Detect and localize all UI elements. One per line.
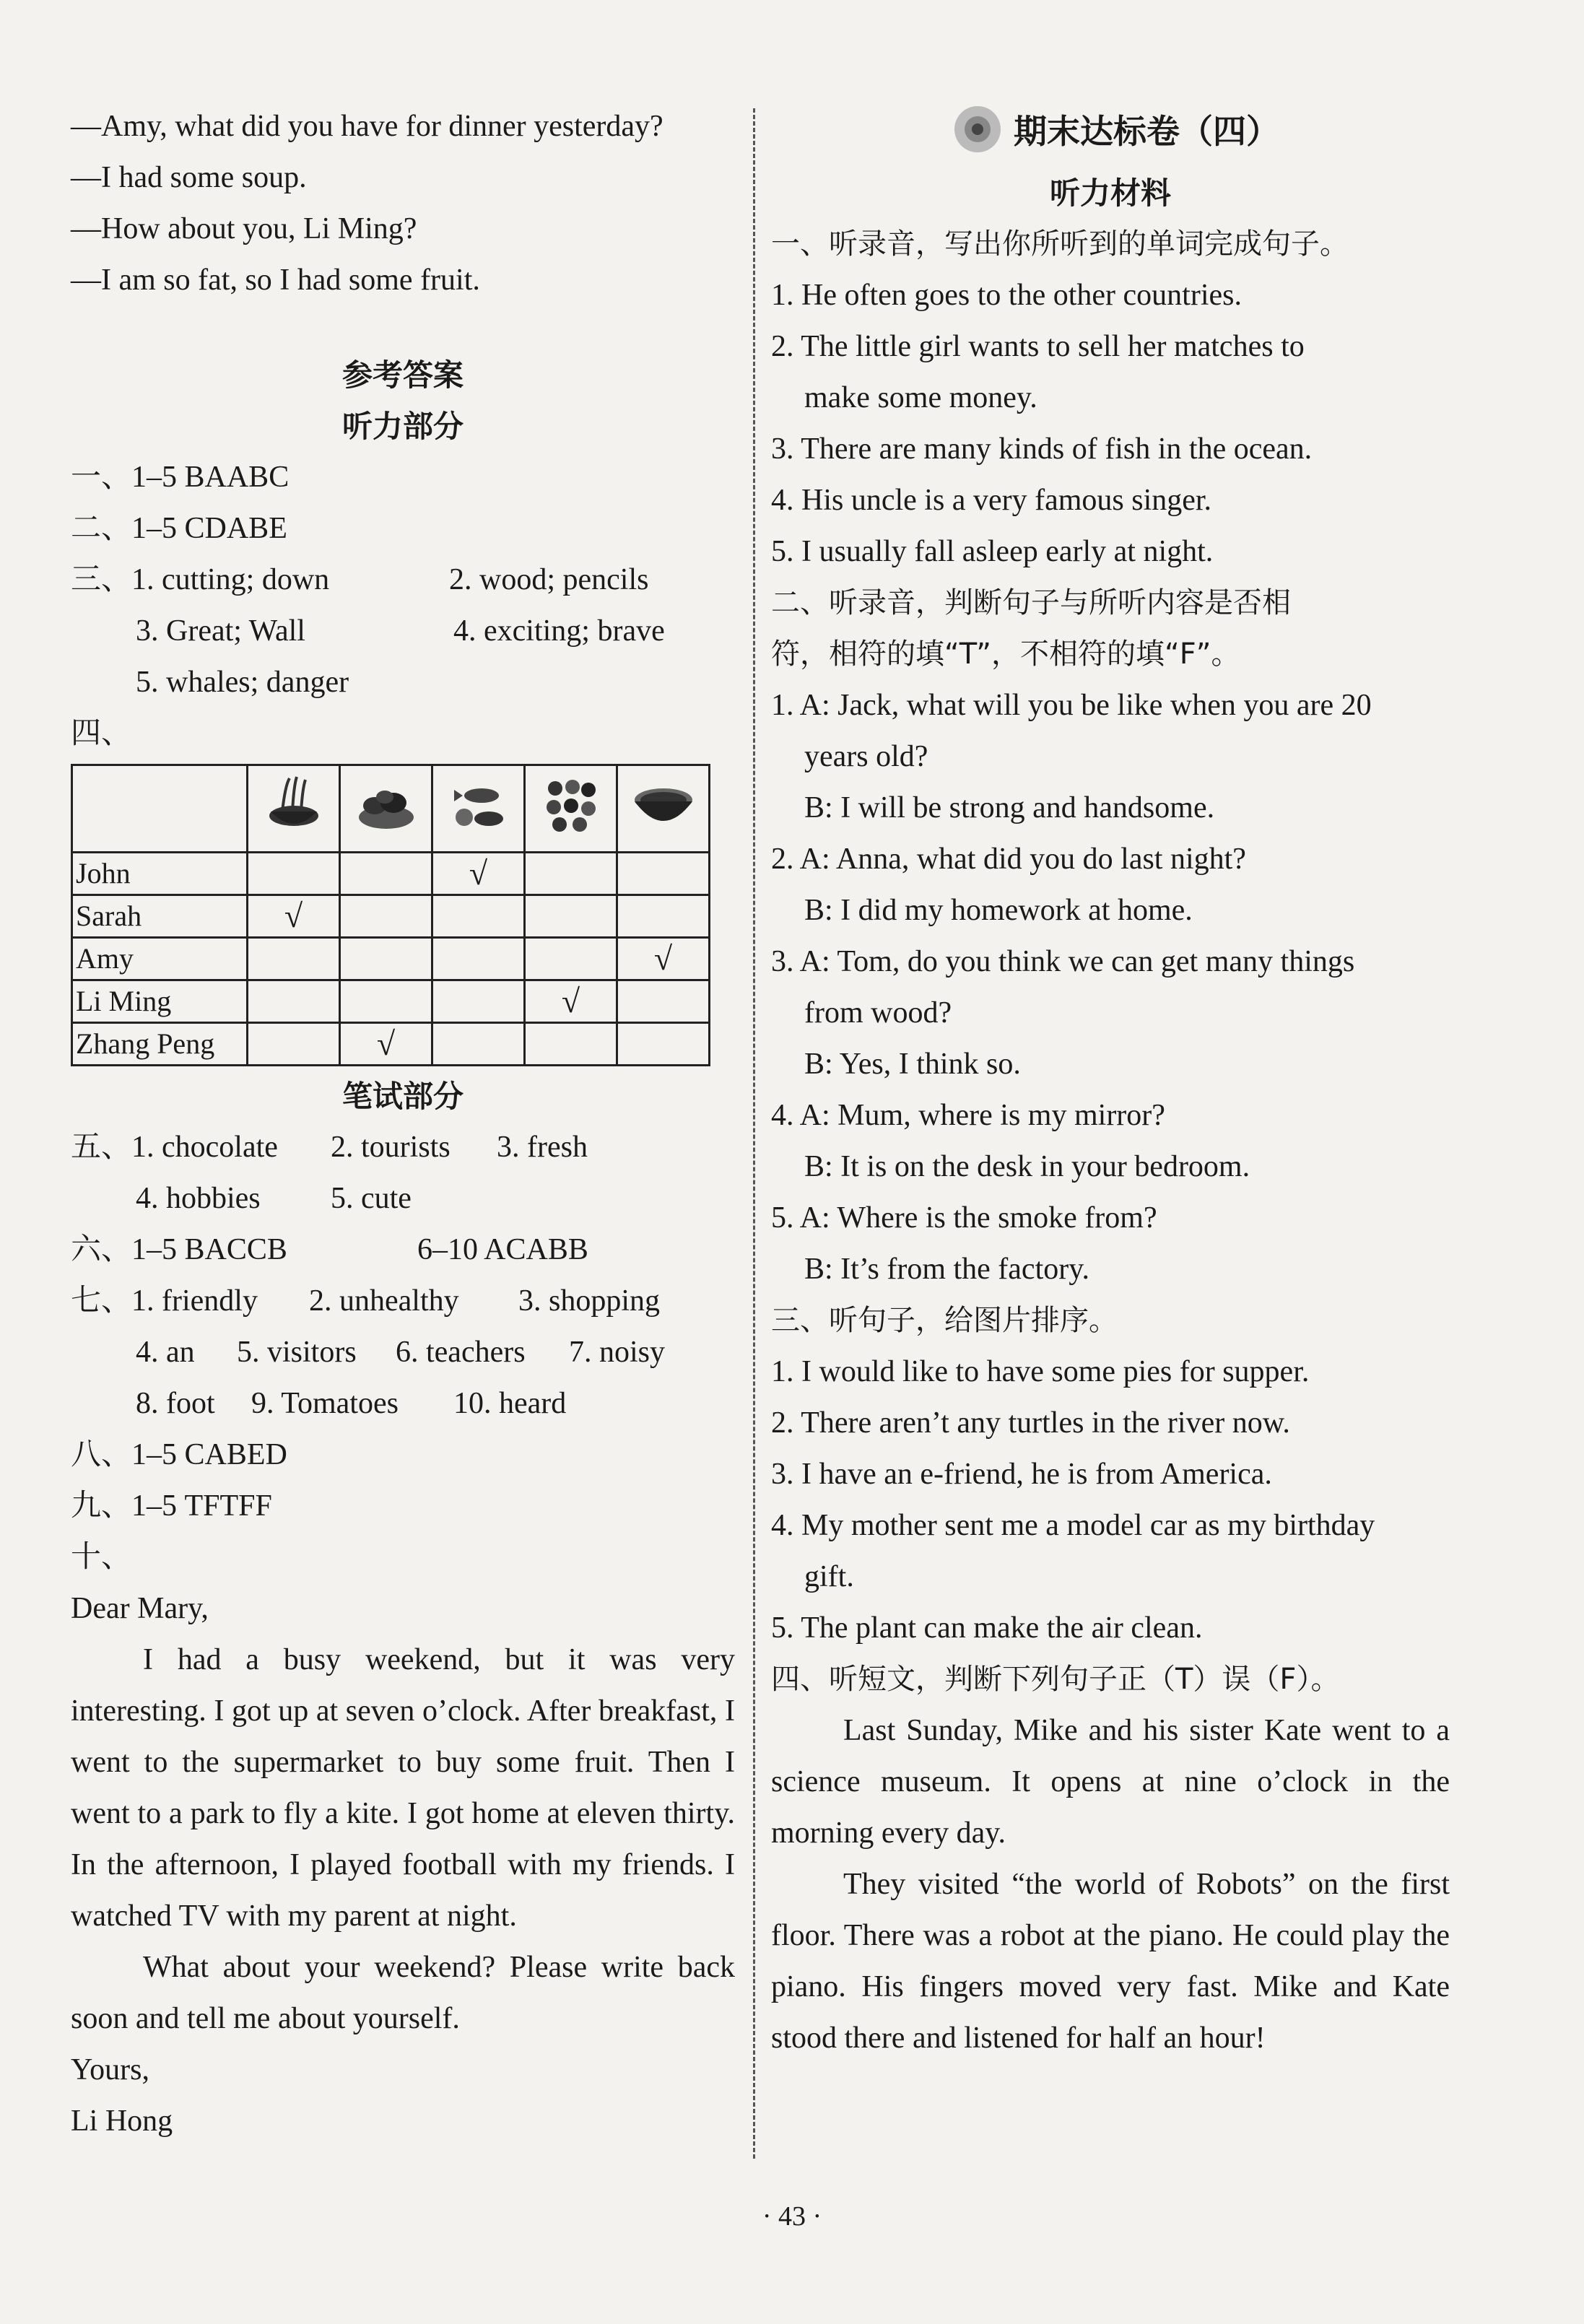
column-divider (753, 108, 755, 2159)
section-4-heading: 四、听短文，判断下列句子正（T）误（F）。 (771, 1663, 1340, 1696)
dialog-line: —Amy, what did you have for dinner yesterday? (71, 110, 663, 143)
section-3-heading: 三、听句子，给图片排序。 (771, 1304, 1118, 1337)
dialog-a: 1. A: Jack, what will you be like when you are 20 (771, 689, 1372, 722)
sentence: gift. (804, 1560, 854, 1593)
answer-q3-row2: 3. Great; Wall 4. exciting; brave (136, 614, 665, 648)
dialog-b: B: I will be strong and handsome. (804, 791, 1215, 824)
check-mark: √ (248, 895, 340, 938)
table-row: Zhang Peng √ (72, 1023, 710, 1066)
sentence: 1. He often goes to the other countries. (771, 279, 1242, 312)
paper-title: 期末达标卷（四） (771, 97, 1450, 162)
letter-closing: Yours, (71, 2053, 149, 2086)
answer-q5-row1: 五、1. chocolate 2. tourists 3. fresh (71, 1131, 588, 1164)
noodles-icon (261, 771, 327, 837)
passage-paragraph: Last Sunday, Mike and his sister Kate went to a science museum. It opens at nine o’clock in the morning every day. (771, 1714, 1450, 1850)
flower-icon (941, 97, 1014, 162)
listening-material-title: 听力材料 (1049, 175, 1171, 211)
fruit-icon (538, 771, 604, 837)
writing-section-title: 笔试部分 (341, 1079, 464, 1114)
check-mark: √ (432, 853, 525, 895)
answer-q10: 十、 (71, 1541, 132, 1574)
answer-q5-row2: 4. hobbies 5. cute (136, 1182, 412, 1215)
sentence: 5. I usually fall asleep early at night. (771, 535, 1214, 568)
left-column (71, 101, 735, 2147)
section-1-heading: 一、听录音，写出你所听到的单词完成句子。 (771, 227, 1349, 261)
dialog-line: —I had some soup. (71, 161, 307, 194)
sentence: 4. His uncle is a very famous singer. (771, 484, 1212, 517)
dialog-a: years old? (804, 740, 928, 773)
listening-section-title: 听力部分 (341, 409, 464, 444)
answer-q9: 九、1–5 TFTFF (71, 1489, 272, 1523)
answer-q7-row2: 4. an 5. visitors 6. teachers 7. noisy (136, 1336, 666, 1369)
letter-greeting: Dear Mary, (71, 1592, 209, 1625)
letter-signature: Li Hong (71, 2105, 173, 2138)
sentence: 2. There aren’t any turtles in the river now. (771, 1406, 1290, 1440)
dialog-a: 4. A: Mum, where is my mirror? (771, 1099, 1165, 1132)
table-row: John √ (72, 853, 710, 895)
answer-q3-row1: 三、 1. cutting; down 2. wood; pencils (71, 563, 649, 596)
sentence: 3. I have an e-friend, he is from America. (771, 1458, 1272, 1491)
answer-q1: 一、1–5 BAABC (71, 461, 290, 494)
dialog-a: 3. A: Tom, do you think we can get many things (771, 945, 1355, 978)
dialog-b: B: It’s from the factory. (804, 1253, 1090, 1286)
answer-table (71, 764, 710, 1066)
dialog-b: B: I did my homework at home. (804, 894, 1193, 927)
check-mark: √ (340, 1023, 432, 1066)
check-mark: √ (617, 938, 710, 980)
sentence: 4. My mother sent me a model car as my birthday (771, 1509, 1375, 1542)
answer-q3-row3: 5. whales; danger (136, 666, 349, 699)
answers-title: 参考答案 (341, 357, 464, 393)
dialog-a: from wood? (804, 996, 952, 1030)
answer-q6: 六、1–5 BACCB 6–10 ACABB (71, 1233, 588, 1266)
passage-paragraph: They visited “the world of Robots” on the first floor. There was a robot at the piano. He could play the piano. His fingers moved very fast. Mike and Kate stood there and listened for half an hour! (771, 1868, 1450, 2055)
table-row: Li Ming √ (72, 980, 710, 1023)
page-number: · 43 · (762, 2201, 822, 2232)
sentence: 5. The plant can make the air clean. (771, 1611, 1203, 1645)
section-2-heading: 二、听录音，判断句子与所听内容是否相 (771, 586, 1291, 619)
dialog-a: 2. A: Anna, what did you do last night? (771, 843, 1246, 876)
table-image-row (72, 765, 710, 853)
table-row: Sarah √ (72, 895, 710, 938)
bread-icon (353, 771, 419, 837)
right-column (771, 101, 1450, 2064)
answer-q2: 二、1–5 CDABE (71, 512, 287, 545)
sentence: 1. I would like to have some pies for supper. (771, 1355, 1310, 1388)
dialog-line: —How about you, Li Ming? (71, 212, 417, 245)
dialog-line: —I am so fat, so I had some fruit. (71, 264, 480, 297)
answer-q8: 八、1–5 CABED (71, 1438, 287, 1471)
sentence: 2. The little girl wants to sell her matches to (771, 330, 1305, 363)
section-2-heading: 符，相符的填“T”，不相符的填“F”。 (771, 637, 1240, 671)
dialog-a: 5. A: Where is the smoke from? (771, 1201, 1157, 1235)
answer-q7-row3: 8. foot 9. Tomatoes 10. heard (136, 1387, 567, 1420)
answer-q7-row1: 七、1. friendly 2. unhealthy 3. shopping (71, 1284, 661, 1318)
letter-paragraph: What about your weekend? Please write back soon and tell me about yourself. (71, 1951, 735, 2035)
letter-paragraph: I had a busy weekend, but it was very interesting. I got up at seven o’clock. After breakfast, I went to the supermarket to buy some fruit. Then I went to a park to fly a kite. I got home at eleven thirty. In the afternoon, I played football with my friends. I watched TV with my parent at night. (71, 1643, 735, 1933)
answer-q4-label: 四、 (71, 717, 132, 750)
soup-icon (630, 771, 697, 837)
dialog-b: B: Yes, I think so. (804, 1048, 1021, 1081)
fish-icon (445, 771, 512, 837)
table-row: Amy √ (72, 938, 710, 980)
check-mark: √ (525, 980, 617, 1023)
dialog-b: B: It is on the desk in your bedroom. (804, 1150, 1250, 1183)
sentence: 3. There are many kinds of fish in the ocean. (771, 432, 1313, 466)
sentence: make some money. (804, 381, 1037, 414)
